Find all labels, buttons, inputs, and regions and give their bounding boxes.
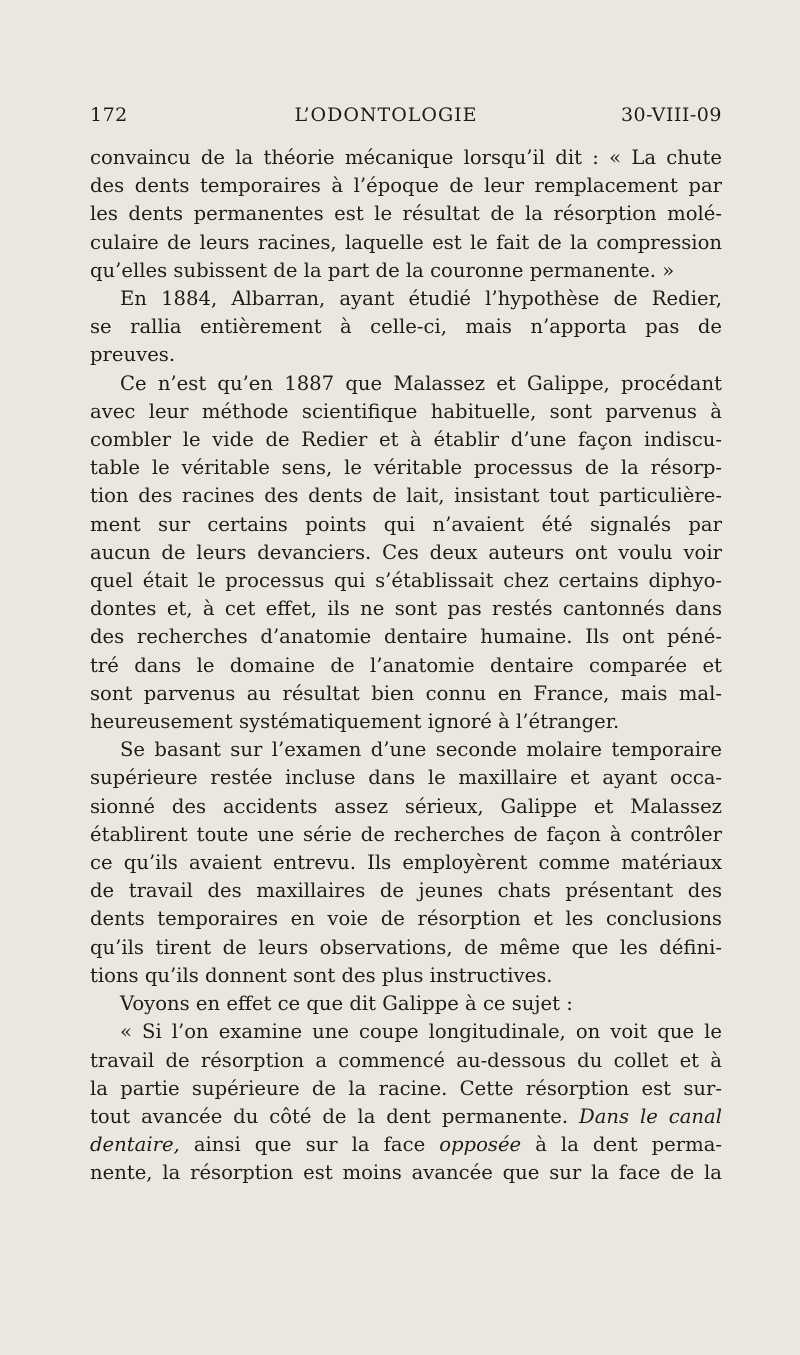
paragraph-3	[90, 370, 722, 737]
text-line: se rallia entièrement à celle-ci, mais n’apporta pas de	[90, 315, 722, 339]
text-line: Voyons en effet ce que dit Galippe à ce sujet :	[120, 992, 573, 1016]
text-segment: à la dent perma-	[521, 1133, 722, 1157]
text-line: tré dans le domaine de l’anatomie dentaire comparée et	[90, 653, 722, 677]
text-line: de travail des maxillaires de jeunes chats présentant des	[90, 879, 722, 903]
text-line: table le véritable sens, le véritable processus de la résorp-	[90, 456, 722, 480]
text-segment: ainsi que sur la face	[179, 1133, 440, 1157]
text-line: travail de résorption a commencé au-dessous du collet et à	[90, 1048, 722, 1072]
text-line: avec leur méthode scientifique habituelle, sont parvenus à	[90, 399, 722, 423]
text-line: heureusement systématiquement ignoré à l’étranger.	[90, 710, 620, 734]
text-line: les dents permanentes est le résultat de la résorption molé-	[90, 202, 722, 226]
text-line: combler le vide de Redier et à établir d’une façon indiscu-	[90, 428, 722, 452]
text-line: sont parvenus au résultat bien connu en France, mais mal-	[90, 681, 722, 705]
paragraph-5	[90, 990, 722, 1018]
body-text	[90, 144, 722, 1188]
issue-date: 30-VIII-09	[620, 104, 722, 126]
italic-text: Dans le canal	[579, 1104, 722, 1128]
text-line: qu’ils tirent de leurs observations, de même que les défini-	[90, 935, 722, 959]
running-head	[90, 104, 722, 132]
text-line	[90, 1131, 722, 1159]
text-line: des dents temporaires à l’époque de leur remplacement par	[90, 174, 722, 198]
text-line: des recherches d’anatomie dentaire humaine. Ils ont péné-	[90, 625, 722, 649]
text-line: ment sur certains points qui n’avaient été signalés par	[90, 512, 722, 536]
text-line: En 1884, Albarran, ayant étudié l’hypothèse de Redier,	[120, 287, 722, 311]
text-segment: tout avancée du côté de la dent permanente.	[90, 1104, 569, 1128]
text-line: culaire de leurs racines, laquelle est le fait de la compression	[90, 230, 722, 254]
text-line: sionné des accidents assez sérieux, Galippe et Malassez	[90, 794, 722, 818]
text-line: « Si l’on examine une coupe longitudinale, on voit que le	[120, 1020, 722, 1044]
text-line: qu’elles subissent de la part de la couronne permanente. »	[90, 258, 675, 282]
journal-title: L’ODONTOLOGIE	[294, 104, 478, 126]
paragraph-6	[90, 1018, 722, 1187]
text-line: nente, la résorption est moins avancée que sur la face de la	[90, 1161, 722, 1185]
text-line: dents temporaires en voie de résorption et les conclusions	[90, 907, 722, 931]
page-number: 172	[90, 104, 128, 126]
paragraph-4	[90, 736, 722, 990]
text-line: établirent toute une série de recherches de façon à contrôler	[90, 822, 722, 846]
text-line: Ce n’est qu’en 1887 que Malassez et Galippe, procédant	[120, 371, 722, 395]
text-line: dontes et, à cet effet, ils ne sont pas restés cantonnés dans	[90, 597, 722, 621]
text-line: tions qu’ils donnent sont des plus instructives.	[90, 963, 553, 987]
italic-text: opposée	[439, 1133, 522, 1157]
text-line: tion des racines des dents de lait, insistant tout particulière-	[90, 484, 722, 508]
italic-text: dentaire,	[90, 1133, 180, 1157]
text-line: preuves.	[90, 343, 176, 367]
text-line: supérieure restée incluse dans le maxillaire et ayant occa-	[90, 766, 722, 790]
text-line: convaincu de la théorie mécanique lorsqu’il dit : « La chute	[90, 146, 722, 169]
text-line: aucun de leurs devanciers. Ces deux auteurs ont voulu voir	[90, 540, 722, 564]
text-line: la partie supérieure de la racine. Cette résorption est sur-	[90, 1076, 722, 1100]
paragraph-2	[90, 285, 722, 370]
text-line: quel était le processus qui s’établissait chez certains diphyo-	[90, 569, 722, 593]
paragraph-1	[90, 144, 722, 285]
text-line	[90, 1103, 722, 1131]
text-line: Se basant sur l’examen d’une seconde molaire temporaire	[120, 738, 722, 762]
text-line: ce qu’ils avaient entrevu. Ils employèrent comme matériaux	[90, 851, 722, 875]
